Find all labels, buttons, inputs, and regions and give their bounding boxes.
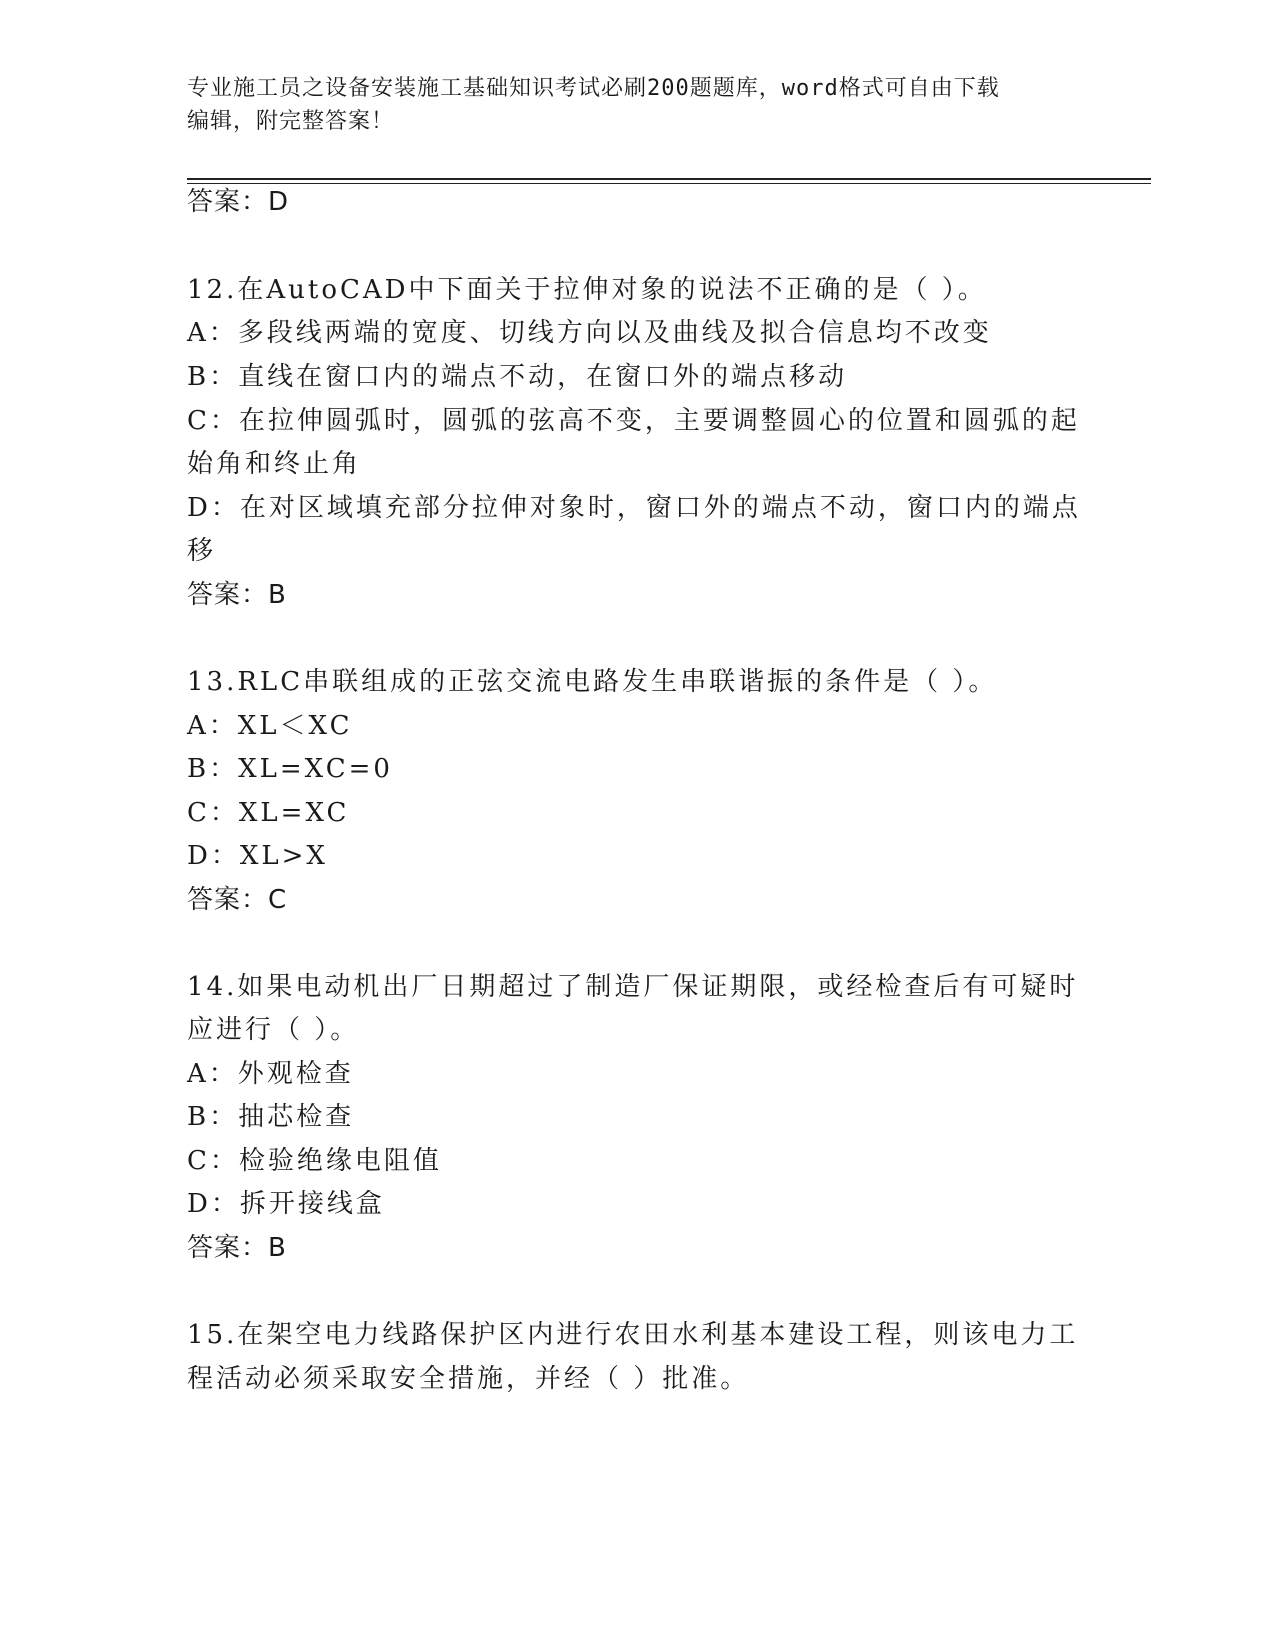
question-14-option-a: A：外观检查 [187, 1059, 354, 1089]
question-12-text: 12.在AutoCAD中下面关于拉伸对象的说法不正确的是（ ）。 [187, 275, 987, 305]
question-12-option-c: C：在拉伸圆弧时，圆弧的弦高不变，主要调整圆心的位置和圆弧的起 [187, 406, 1080, 436]
header-title-line1: 专业施工员之设备安装施工基础知识考试必刷200题题库，word格式可自由下载 [187, 76, 1000, 101]
question-12-option-d: D：在对区域填充部分拉伸对象时，窗口外的端点不动，窗口内的端点 [187, 493, 1081, 523]
question-14-option-d: D：拆开接线盒 [187, 1189, 385, 1219]
question-12-option-a: A：多段线两端的宽度、切线方向以及曲线及拟合信息均不改变 [187, 318, 992, 348]
question-14-text: 14.如果电动机出厂日期超过了制造厂保证期限，或经检查后有可疑时 [187, 972, 1079, 1002]
question-13-option-b: B：XL=XC=0 [187, 754, 393, 784]
document-header [187, 72, 1067, 138]
question-12-option-b: B：直线在窗口内的端点不动，在窗口外的端点移动 [187, 362, 848, 392]
question-15-text-cont: 程活动必须采取安全措施，并经（ ）批准。 [187, 1364, 750, 1394]
answer-q12: 答案：B [187, 580, 287, 610]
question-12-option-d-cont: 移 [187, 536, 217, 566]
header-divider-thick [187, 178, 1151, 180]
answer-q13: 答案：C [187, 885, 288, 915]
question-13-text: 13.RLC串联组成的正弦交流电路发生串联谐振的条件是（ ）。 [187, 667, 998, 697]
question-12-option-c-cont: 始角和终止角 [187, 449, 362, 479]
question-14-text-cont: 应进行（ ）。 [187, 1015, 360, 1045]
question-13-option-c: C：XL=XC [187, 798, 350, 828]
answer-q11: 答案：D [187, 187, 290, 217]
answer-q14: 答案：B [187, 1233, 287, 1263]
header-title-line2: 编辑，附完整答案！ [187, 109, 395, 134]
question-14-option-b: B：抽芯检查 [187, 1102, 355, 1132]
question-13-option-d: D：XL>X [187, 841, 328, 871]
question-13-option-a: A：XL＜XC [187, 711, 353, 741]
question-15-text: 15.在架空电力线路保护区内进行农田水利基本建设工程，则该电力工 [187, 1320, 1079, 1350]
question-14-option-c: C：检验绝缘电阻值 [187, 1146, 442, 1176]
